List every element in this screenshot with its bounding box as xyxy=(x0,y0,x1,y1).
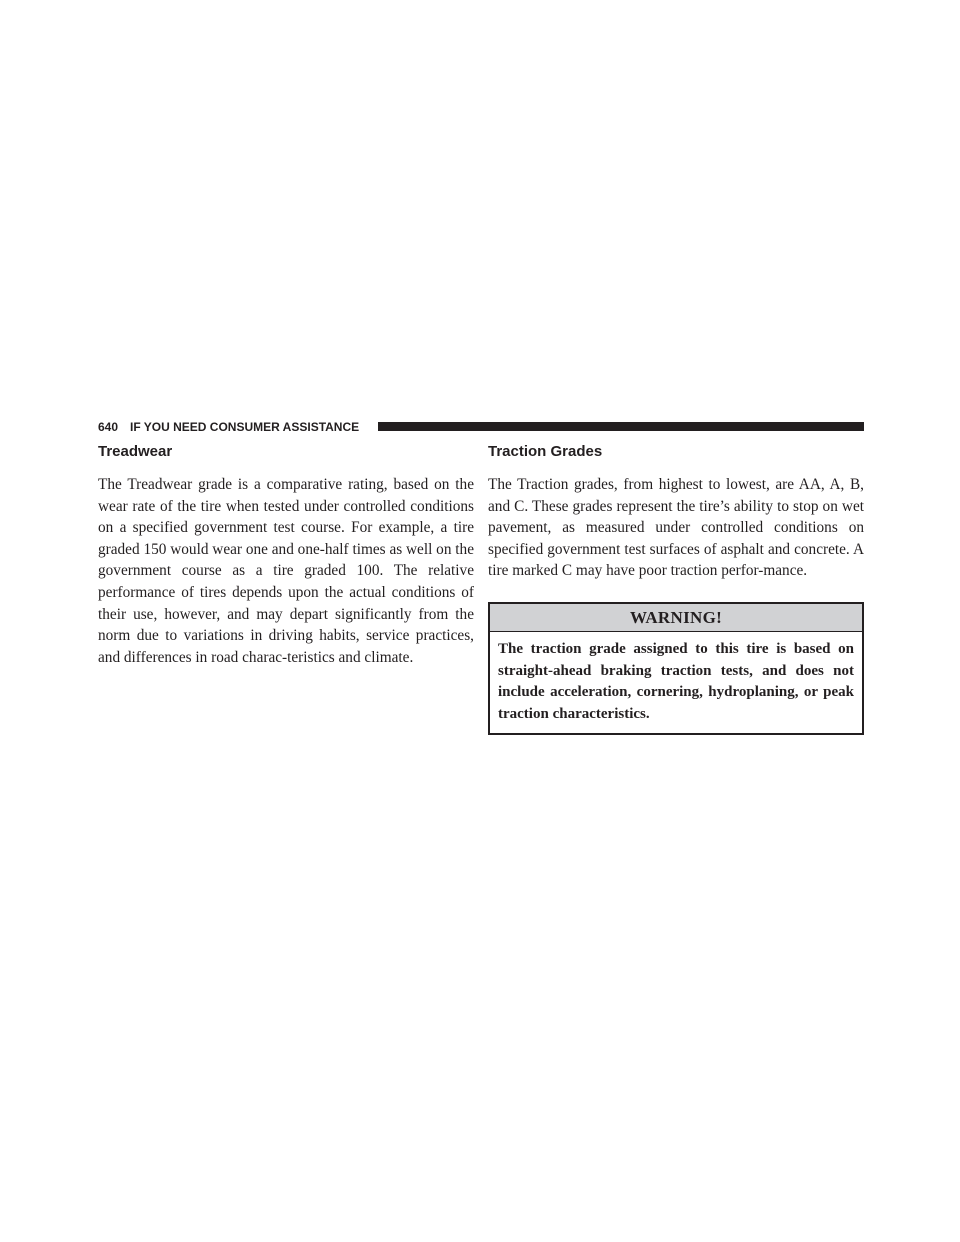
traction-grades-heading: Traction Grades xyxy=(488,443,603,460)
section-title: IF YOU NEED CONSUMER ASSISTANCE xyxy=(130,420,360,434)
warning-text: The traction grade assigned to this tire is based on straight-ahead braking traction tests, and does not include acceleration, cornering, hydroplaning, or peak traction characteristics. xyxy=(498,640,854,722)
right-column xyxy=(488,442,864,735)
warning-box xyxy=(488,602,864,735)
warning-title: WARNING! xyxy=(490,604,862,632)
treadwear-heading: Treadwear xyxy=(98,443,173,460)
page-number: 640 xyxy=(98,420,119,434)
header-rule xyxy=(378,422,864,431)
treadwear-paragraph: The Treadwear grade is a comparative rating, based on the wear rate of the tire when tested under controlled conditions on a specified government test course. For example, a tire graded 150 would wear one and one-half times as well on the government course as a tire graded 100. The relative performance of tires depends upon the actual conditions of their use, however, and may depart significantly from the norm due to variations in driving habits, service practices, and differences in road charac-teristics and climate. xyxy=(98,476,474,666)
left-column xyxy=(98,442,474,668)
page-header xyxy=(98,419,864,435)
traction-grades-paragraph: The Traction grades, from highest to lowest, are AA, A, B, and C. These grades represent the tire’s ability to stop on wet pavement, as measured under controlled conditions on specified government test surfaces of asphalt and concrete. A tire marked C may have poor traction perfor-mance. xyxy=(488,476,864,580)
